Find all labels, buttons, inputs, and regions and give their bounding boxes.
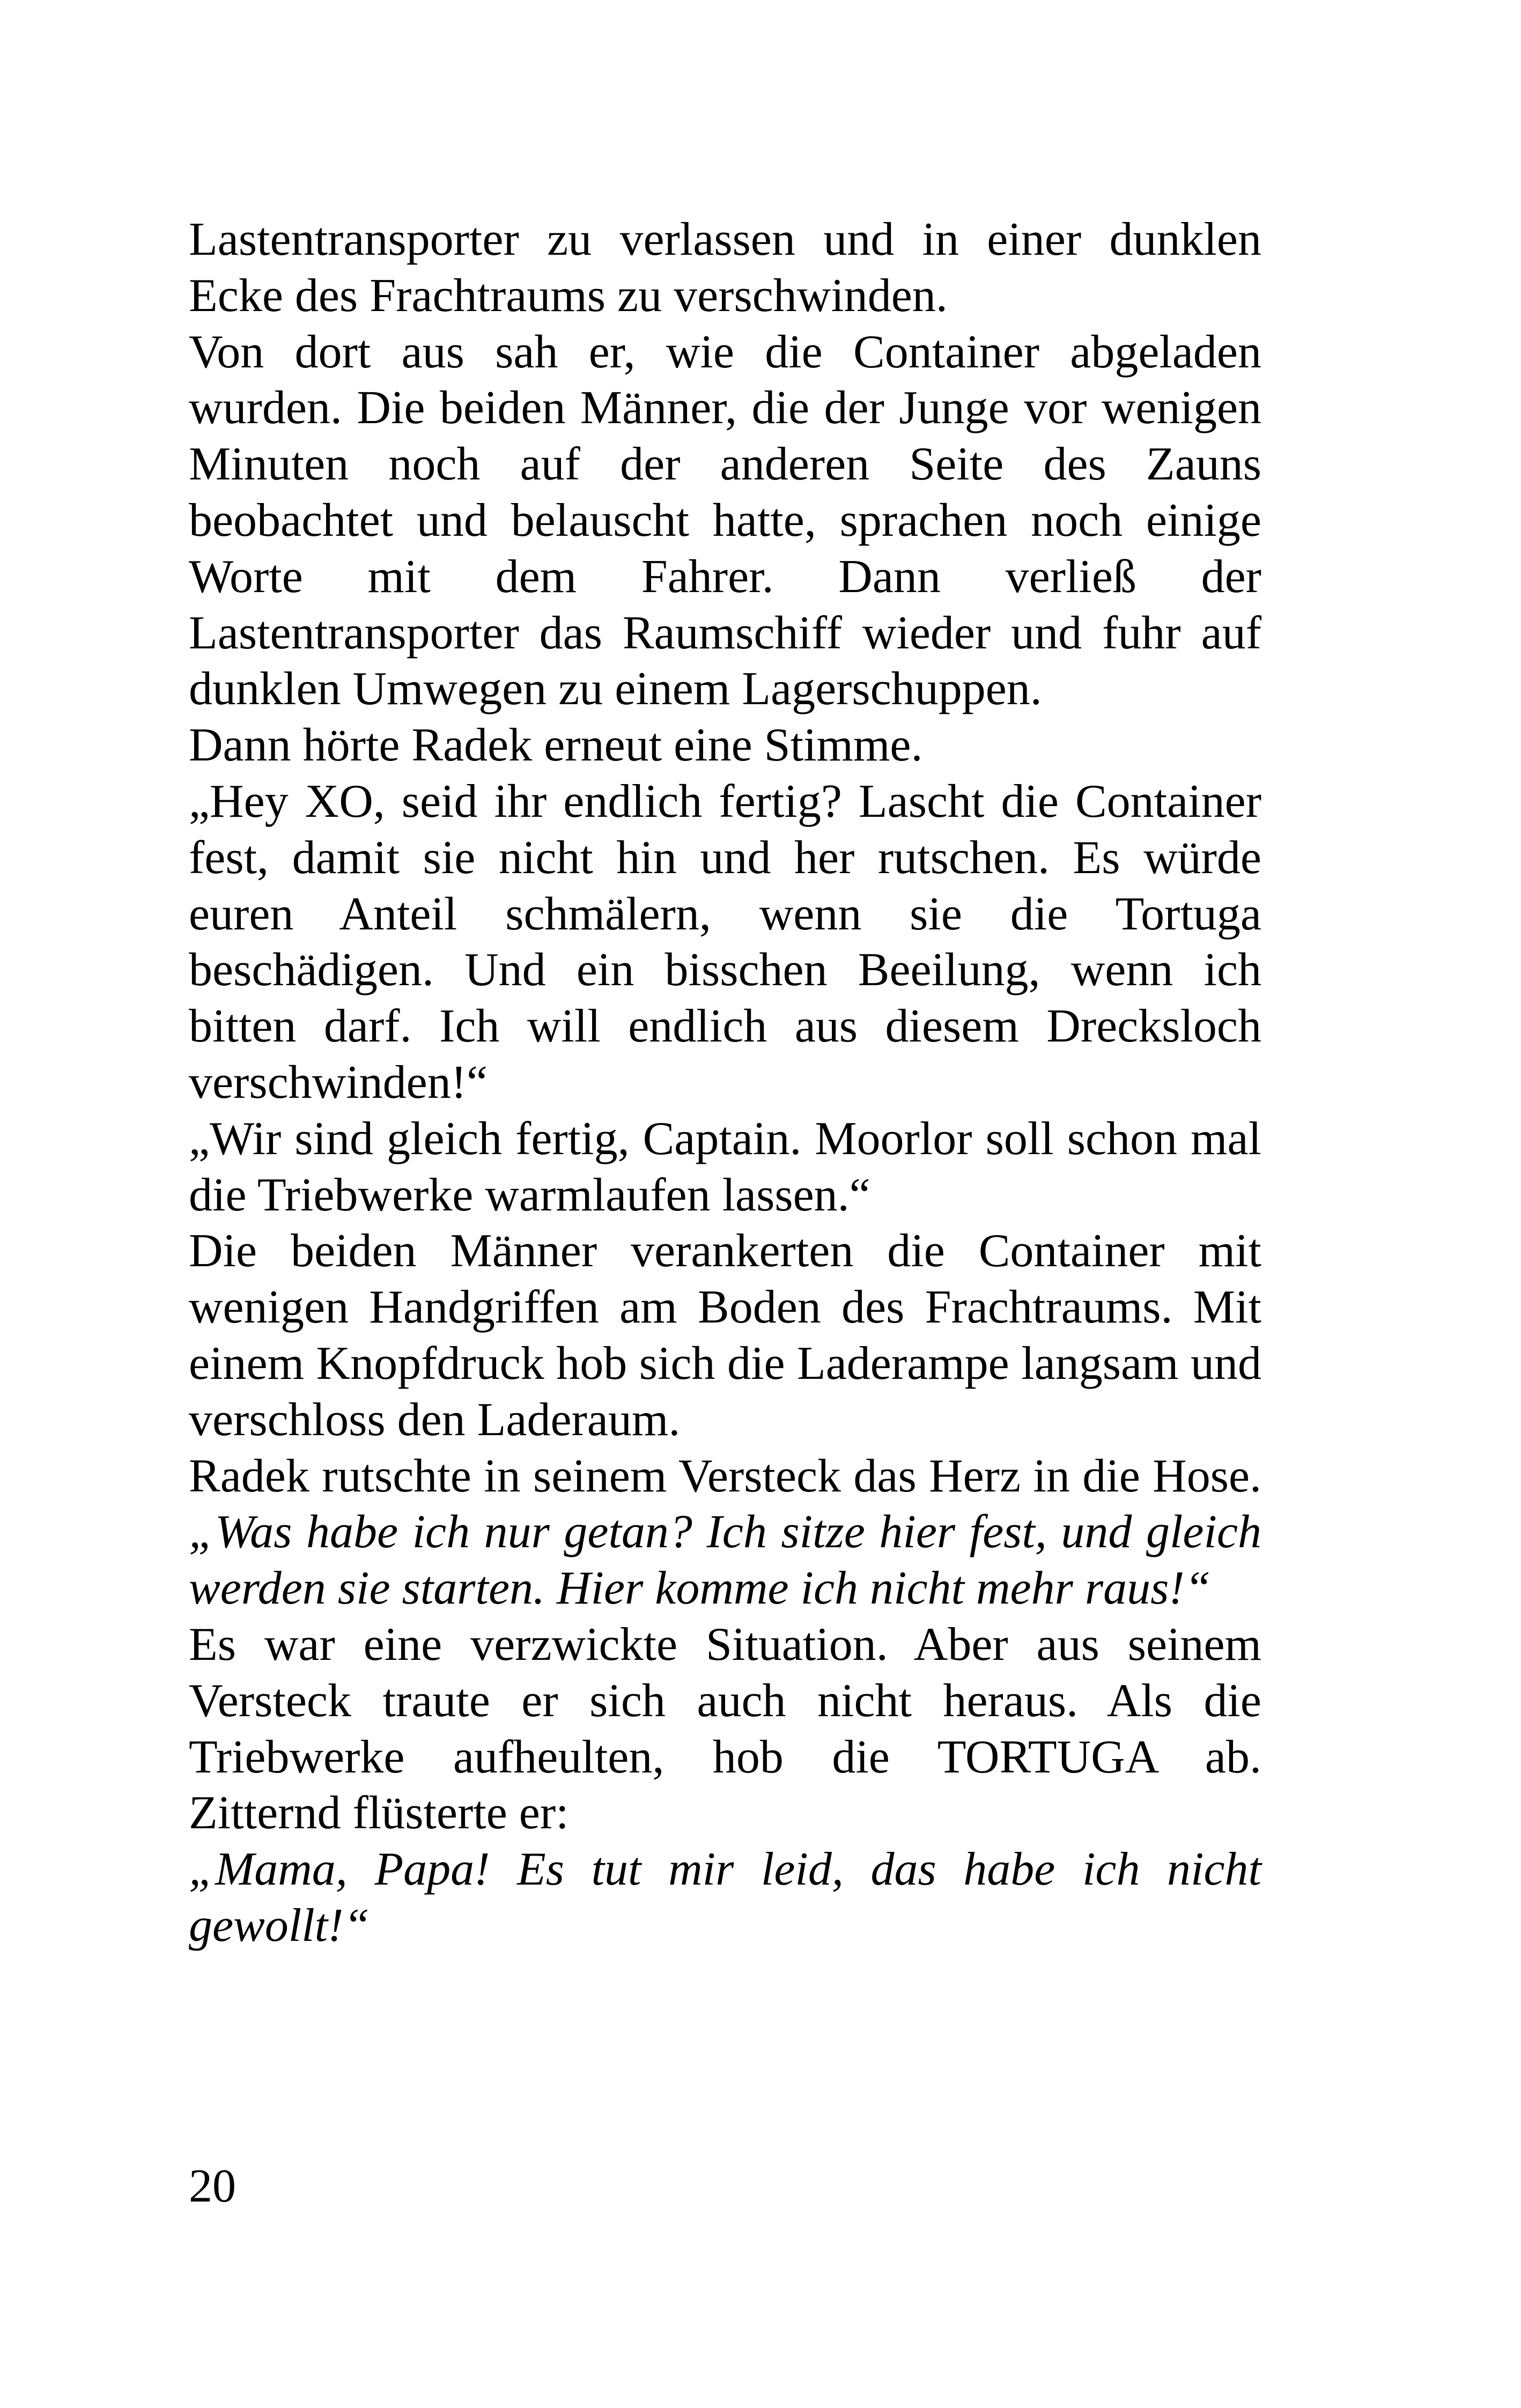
paragraph-8-tail: Zitternd flüsterte er: [189, 1787, 569, 1840]
paragraph-1: Lastentransporter zu verlassen und in einer dunklen Ecke des Frachtraums zu verschwinden. [189, 213, 1261, 322]
paragraph-4: „Hey XO, seid ihr endlich fertig? Lascht die Container fest, damit sie nicht hin und her rutschen. Es würde euren Anteil schmälern, wenn sie die Tortuga beschädigen. Und ein bisschen Beeilung, wenn ich bitten darf. Ich will endlich aus diesem Drecksloch verschwinden!“ [189, 775, 1261, 1109]
paragraph-9-italic-speech: „Mama, Papa! Es tut mir leid, das habe ich nicht gewollt!“ [189, 1843, 1261, 1952]
paragraph-8: Es war eine verzwickte Situation. Aber aus seinem Versteck traute er sich auch nicht heraus. Als die Triebwerke aufheulten, hob die TORTUGA ab. [189, 1618, 1261, 1783]
body-text [189, 212, 1261, 1954]
paragraph-5: „Wir sind gleich fertig, Captain. Moorlor soll schon mal die Triebwerke warmlaufen lassen.“ [189, 1112, 1261, 1221]
paragraph-7-italic-thought: „Was habe ich nur getan? Ich sitze hier fest, und gleich werden sie starten. Hier komme ich nicht mehr raus!“ [189, 1506, 1261, 1615]
page-number: 20 [189, 2160, 236, 2212]
paragraph-3: Dann hörte Radek erneut eine Stimme. [189, 719, 923, 772]
paragraph-7 [189, 1449, 1261, 1617]
paragraph-2: Von dort aus sah er, wie die Container abgeladen wurden. Die beiden Männer, die der Junge vor wenigen Minuten noch auf der anderen Seite des Zauns beobachtet und belauscht hatte, sprachen noch einige Worte mit dem Fahrer. Dann verließ der Lastentransporter das Raumschiff wieder und fuhr auf dunklen Umwegen zu einem Lagerschuppen. [189, 326, 1261, 715]
paragraph-7-regular: Radek rutschte in seinem Versteck das Herz in die Hose. [189, 1450, 1261, 1502]
paragraph-6: Die beiden Männer verankerten die Container mit wenigen Handgriffen am Boden des Frachtraums. Mit einem Knopfdruck hob sich die Laderampe langsam und verschloss den Laderaum. [189, 1225, 1261, 1446]
